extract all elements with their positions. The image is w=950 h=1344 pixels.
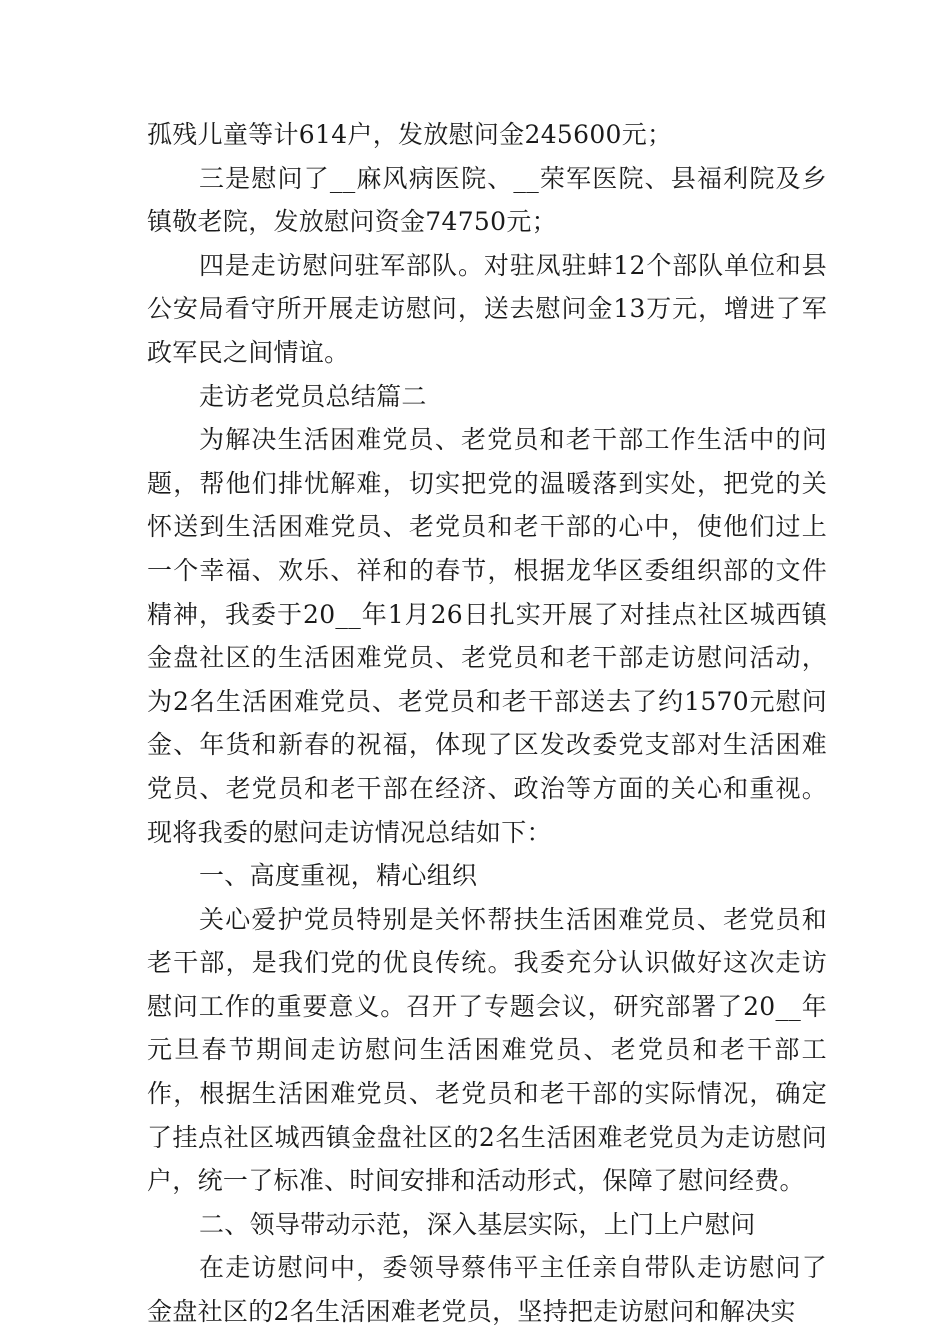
paragraph-1: 孤残儿童等计614户，发放慰问金245600元； [147,120,673,149]
paragraph-3: 四是走访慰问驻军部队。对驻凤驻蚌12个部队单位和县公安局看守所开展走访慰问，送去慰问金13万元，增进了军政军民之间情谊。 [147,250,827,367]
paragraph-5: 关心爱护党员特别是关怀帮扶生活困难党员、老党员和老干部，是我们党的优良传统。我委充分认识做好这次走访慰问工作的重要意义。召开了专题会议，研究部署了20__年元旦春节期间走访慰问生活困难党员、老党员和老干部工作，根据生活困难党员、老党员和老干部的实际情况，确定了挂点社区城西镇金盘社区的2名生活困难老党员为走访慰问户，统一了标准、时间安排和活动形式，保障了慰问经费。 [147,904,827,1196]
paragraph-6: 在走访慰问中，委领导蔡伟平主任亲自带队走访慰问了金盘社区的2名生活困难老党员，坚持把走访慰问和解决实 [147,1253,827,1327]
paragraph-4: 为解决生活困难党员、老党员和老干部工作生活中的问题，帮他们排忧解难，切实把党的温暖落到实处，把党的关怀送到生活困难党员、老党员和老干部的心中，使他们过上一个幸福、欢乐、祥和的春节，根据龙华区委组织部的文件精神，我委于20__年1月26日扎实开展了对挂点社区城西镇金盘社区的生活困难党员、老党员和老干部走访慰问活动，为2名生活困难党员、老党员和老干部送去了约1570元慰问金、年货和新春的祝福，体现了区发改委党支部对生活困难党员、老党员和老干部在经济、政治等方面的关心和重视。现将我委的慰问走访情况总结如下： [147,425,827,847]
document-page [147,113,827,1334]
section-heading-part-two: 走访老党员总结篇二 [199,381,427,411]
section-heading-one: 一、高度重视，精心组织 [199,861,478,891]
paragraph-2: 三是慰问了__麻风病医院、__荣军医院、县福利院及乡镇敬老院，发放慰问资金74750元； [147,163,827,237]
section-heading-two: 二、领导带动示范，深入基层实际，上门上户慰问 [199,1209,756,1239]
